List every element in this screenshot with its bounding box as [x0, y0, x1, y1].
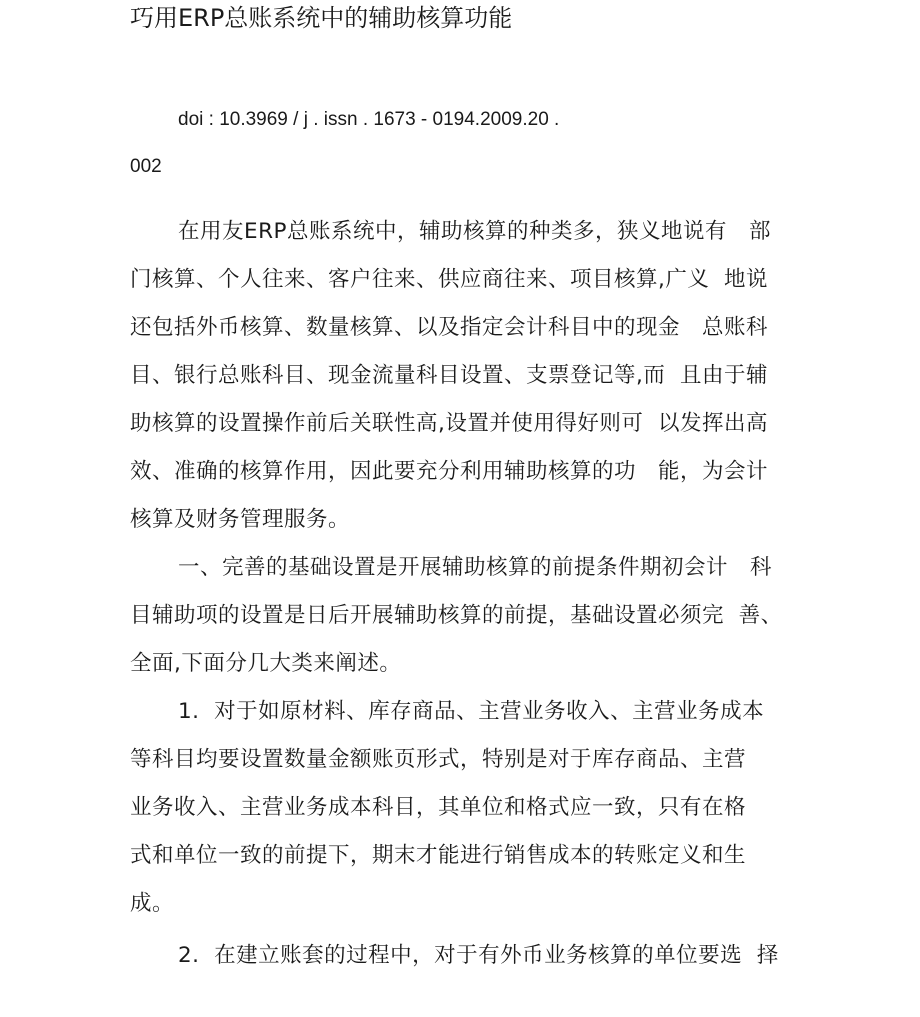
doi-text-continued: 002 — [130, 156, 162, 177]
paragraph-line: 成。 — [130, 891, 175, 916]
doi-text: doi : 10.3969 / j . issn . 1673 - 0194.2009.20 . — [178, 109, 560, 130]
paragraph-line: 目、银行总账科目、现金流量科目设置、支票登记等,而 且由于辅 — [130, 363, 769, 388]
paragraph-line: 等科目均要设置数量金额账页形式，特别是对于库存商品、主营 — [130, 747, 747, 772]
document-title: 巧用ERP总账系统中的辅助核算功能 — [130, 4, 513, 32]
paragraph-line: 全面,下面分几大类来阐述。 — [130, 651, 402, 676]
paragraph-line: 核算及财务管理服务。 — [130, 507, 351, 532]
list-item-line: 2. 在建立账套的过程中，对于有外币业务核算的单位要选 择 — [178, 943, 779, 968]
paragraph-line: 目辅助项的设置是日后开展辅助核算的前提，基础设置必须完 善、 — [130, 603, 783, 628]
paragraph-line: 助核算的设置操作前后关联性高,设置并使用得好则可 以发挥出高 — [130, 411, 769, 436]
paragraph-line: 业务收入、主营业务成本科目，其单位和格式应一致，只有在格 — [130, 795, 747, 820]
paragraph-line: 还包括外币核算、数量核算、以及指定会计科目中的现金 总账科 — [130, 315, 769, 340]
paragraph-line: 式和单位一致的前提下，期末才能进行销售成本的转账定义和生 — [130, 843, 747, 868]
paragraph-line: 门核算、个人往来、客户往来、供应商往来、项目核算,广义 地说 — [130, 267, 769, 292]
paragraph-line: 效、准确的核算作用，因此要充分利用辅助核算的功 能，为会计 — [130, 459, 769, 484]
paragraph-line: 在用友ERP总账系统中，辅助核算的种类多，狭义地说有 部 — [178, 219, 771, 244]
section-heading-line: 一、完善的基础设置是开展辅助核算的前提条件期初会计 科 — [178, 555, 773, 580]
list-item-line: 1. 对于如原材料、库存商品、主营业务收入、主营业务成本 — [178, 699, 765, 724]
